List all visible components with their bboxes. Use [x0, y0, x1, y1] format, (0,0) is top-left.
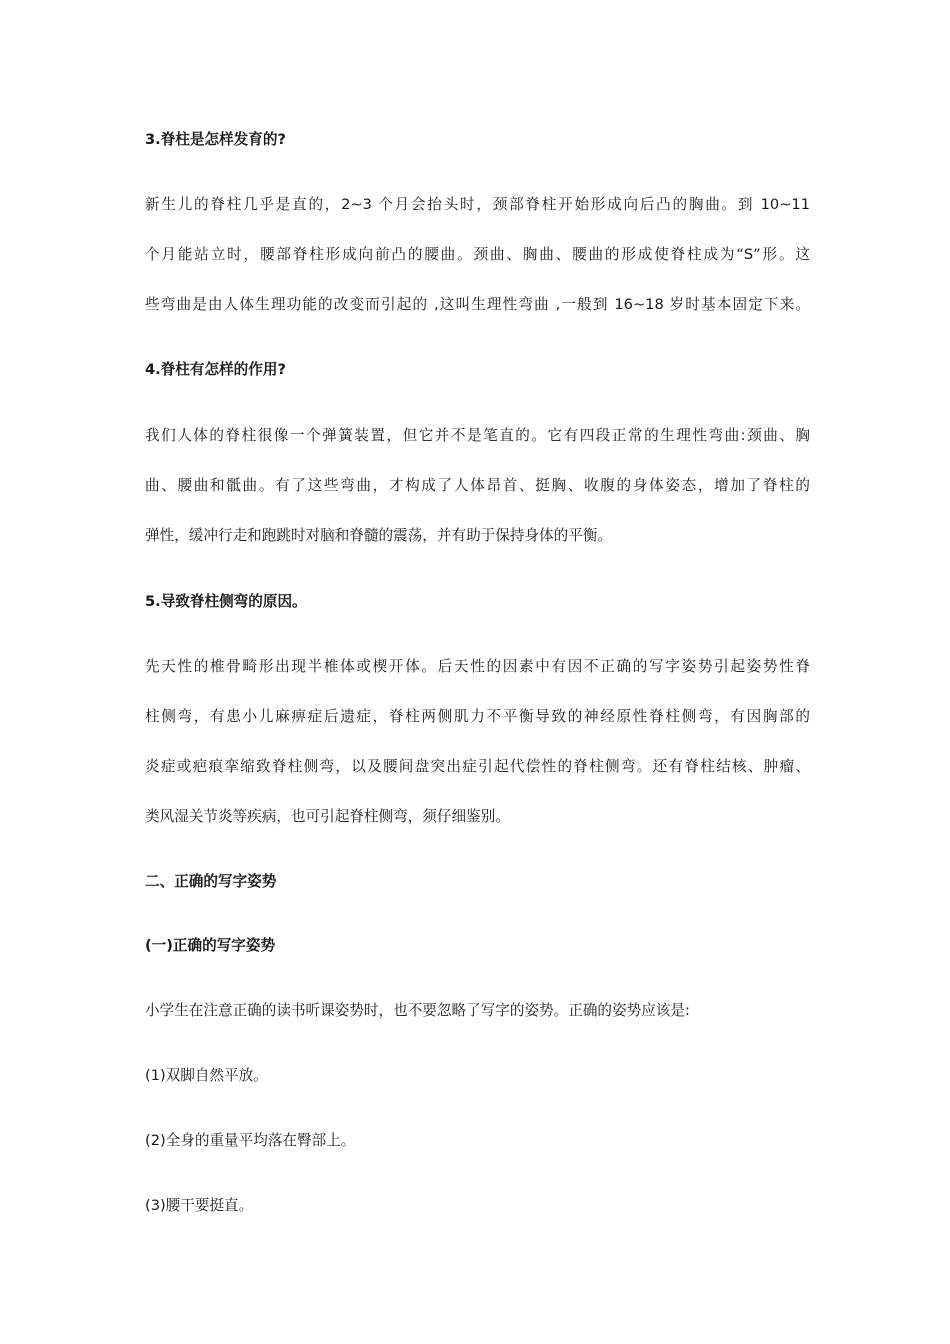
section-4-line-1: 我们人体的脊柱很像一个弹簧装置，但它并不是笔直的。它有四段正常的生理性弯曲:颈曲、胸 — [145, 427, 810, 444]
section-4-line-3: 弹性，缓冲行走和跑跳时对脑和脊髓的震荡，并有助于保持身体的平衡。 — [145, 527, 613, 544]
section-3-heading: 3.脊柱是怎样发育的? — [145, 131, 286, 148]
part-2-heading: 二、正确的写字姿势 — [145, 873, 277, 890]
section-3-line-3: 些弯曲是由人体生理功能的改变而引起的 ,这叫生理性弯曲 ,一般到 16~18 岁时基本固定下来。 — [145, 296, 810, 313]
section-3-line-1: 新生儿的脊柱几乎是直的，2~3 个月会抬头时，颈部脊柱开始形成向后凸的胸曲。到 10~11 — [145, 196, 810, 213]
posture-item-2: (2)全身的重量平均落在臀部上。 — [145, 1132, 356, 1149]
section-4-line-2: 曲、腰曲和骶曲。有了这些弯曲，才构成了人体昂首、挺胸、收腹的身体姿态，增加了脊柱的 — [145, 477, 810, 494]
section-3-line-2: 个月能站立时，腰部脊柱形成向前凸的腰曲。颈曲、胸曲、腰曲的形成使脊柱成为“S”形。这 — [145, 246, 810, 263]
section-5-line-3: 炎症或疤痕挛缩致脊柱侧弯，以及腰间盘突出症引起代偿性的脊柱侧弯。还有脊柱结核、肿瘤、 — [145, 758, 810, 775]
posture-item-3: (3)腰干要挺直。 — [145, 1197, 254, 1214]
section-5-line-1: 先天性的椎骨畸形出现半椎体或楔开体。后天性的因素中有因不正确的写字姿势引起姿势性脊 — [145, 658, 810, 675]
section-5-line-2: 柱侧弯，有患小儿麻痹症后遗症，脊柱两侧肌力不平衡导致的神经原性脊柱侧弯，有因胸部的 — [145, 708, 810, 725]
section-5-line-4: 类风湿关节炎等疾病，也可引起脊柱侧弯，须仔细鉴别。 — [145, 808, 510, 825]
section-4-heading: 4.脊柱有怎样的作用? — [145, 361, 286, 378]
part-2-sub-heading: (一)正确的写字姿势 — [145, 937, 276, 954]
section-5-heading: 5.导致脊柱侧弯的原因。 — [145, 593, 307, 610]
part-2-intro: 小学生在注意正确的读书听课姿势时，也不要忽略了写字的姿势。正确的姿势应该是: — [145, 1002, 690, 1019]
posture-item-1: (1)双脚自然平放。 — [145, 1067, 268, 1084]
